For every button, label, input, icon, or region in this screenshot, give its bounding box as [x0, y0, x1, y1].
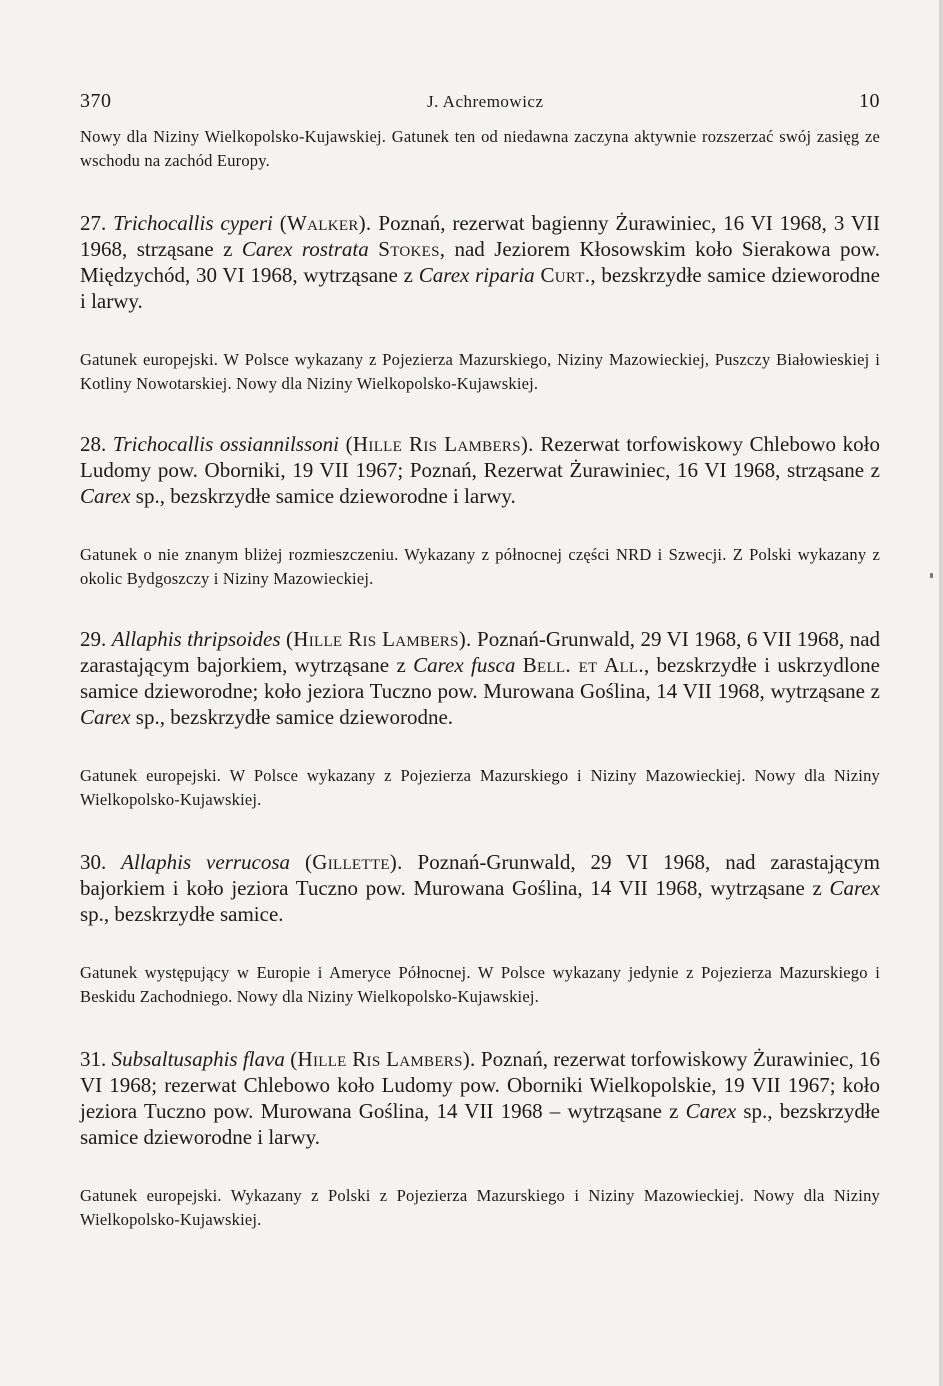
species-authority: (Gillette). [304, 850, 403, 874]
host-plant: Carex [685, 1099, 737, 1123]
distribution-note-30: Gatunek występujący w Europie i Ameryce Północnej. W Polsce wykazany jedynie z Pojezierza Mazurskiego i Beskidu Zachodniego. Nowy dla Niziny Wielkopolsko-Kujawskiej. [80, 963, 880, 1006]
species-entry-31 [80, 1046, 880, 1150]
species-entry-29 [80, 626, 880, 730]
distribution-note-29: Gatunek europejski. W Polsce wykazany z Pojezierza Mazurskiego i Niziny Mazowieckiej. Nowy dla Niziny Wielkopolsko-Kujawskiej. [80, 766, 880, 809]
entry-text: Poznań, rezerwat torfowiskowy Żurawiniec, 16 VI 1968; rezerwat Chlebowo koło Ludomy pow. Oborniki Wielkopolskie, 19 VII 1967; koło jeziora Tuczno pow. Murowana Goślina, 14 VII 1968 – wytrząsane z [80, 1047, 880, 1123]
entry-text: Poznań, rezerwat bagienny Żurawiniec, 16 VI 1968, 3 VII 1968, strząsane z [80, 211, 880, 261]
entry-text: Rezerwat torfowiskowy Chlebowo koło Ludomy pow. Oborniki, 19 VII 1967; Poznań, Rezerwat Żurawiniec, 16 VI 1968, strząsane z [80, 432, 880, 482]
entry-text: , bezskrzydłe samice dzieworodne i larwy. [80, 263, 880, 313]
entry-text: , nad Jeziorem Kłosowskim koło Sierakowa pow. Międzychód, 30 VI 1968, wytrząsane z [80, 237, 881, 287]
species-name: Trichocallis ossiannilssoni [112, 432, 339, 456]
species-authority: (Hille Ris Lambers). [290, 1047, 476, 1071]
entry-text: Poznań-Grunwald, 29 VI 1968, 6 VII 1968, nad zarastającym bajorkiem, wytrząsane z [80, 627, 881, 677]
host-plant: Carex rostrata [241, 237, 369, 261]
entry-text: sp., bezskrzydłe samice. [80, 902, 284, 926]
entry-number: 30. [80, 850, 107, 874]
species-entry-27 [80, 210, 880, 314]
distribution-note-27: Gatunek europejski. W Polsce wykazany z Pojezierza Mazurskiego, Niziny Mazowieckiej, Puszczy Białowieskiej i Kotliny Nowotarskiej. Nowy dla Niziny Wielkopolsko-Kujawskiej. [80, 350, 880, 393]
host-author: Curt. [540, 263, 591, 287]
distribution-note-28: Gatunek o nie znanym bliżej rozmieszczeniu. Wykazany z północnej części NRD i Szwecji. Z Polski wykazany z okolic Bydgoszczy i Niziny Mazowieckiej. [80, 545, 880, 588]
species-authority: (Hille Ris Lambers). [285, 627, 472, 651]
host-author: Bell. et All. [522, 653, 644, 677]
species-name: Allaphis thripsoides [111, 627, 281, 651]
host-plant: Carex [80, 484, 131, 508]
host-plant: Carex fusca [413, 653, 516, 677]
species-entry-28 [80, 431, 880, 509]
running-header [80, 90, 880, 113]
page [80, 90, 880, 1231]
intro-note: Nowy dla Niziny Wielkopolsko-Kujawskiej. Gatunek ten od niedawna zaczyna aktywnie rozszerzać swój zasięg ze wschodu na zachód Europy. [80, 127, 880, 170]
species-name: Subsaltusaphis flava [111, 1047, 285, 1071]
margin-speck [930, 573, 933, 578]
host-plant: Carex riparia [418, 263, 535, 287]
page-edge-shadow [939, 0, 943, 1386]
entry-number: 27. [80, 211, 107, 235]
volume-number: 10 [859, 90, 880, 112]
entry-number: 31. [80, 1047, 107, 1071]
entry-text: sp., bezskrzydłe samice dzieworodne. [130, 705, 454, 729]
entry-text: , bezskrzydłe i uskrzydlone samice dzieworodne; koło jeziora Tuczno pow. Murowana Goślina, 14 VII 1968, wytrząsane z [80, 653, 880, 703]
entry-text: sp., bezskrzydłe samice dzieworodne i larwy. [130, 484, 516, 508]
species-authority: (Walker). [279, 211, 372, 235]
distribution-note-31: Gatunek europejski. Wykazany z Polski z Pojezierza Mazurskiego i Niziny Mazowieckiej. Nowy dla Niziny Wielkopolsko-Kujawskiej. [80, 1186, 880, 1229]
species-name: Trichocallis cyperi [113, 211, 273, 235]
host-plant: Carex [80, 705, 131, 729]
entry-text: Poznań-Grunwald, 29 VI 1968, nad zarastającym bajorkiem i koło jeziora Tuczno pow. Murowana Goślina, 14 VII 1968, wytrząsane z [80, 850, 881, 900]
host-author: Stokes [378, 237, 440, 261]
page-number: 370 [80, 90, 112, 112]
entry-number: 28. [80, 432, 107, 456]
entry-text: sp., bezskrzydłe samice dzieworodne i larwy. [80, 1099, 880, 1149]
species-name: Allaphis verrucosa [121, 850, 291, 874]
species-authority: (Hille Ris Lambers). [345, 432, 534, 456]
species-entry-30 [80, 849, 880, 927]
host-plant: Carex [829, 876, 880, 900]
entry-number: 29. [80, 627, 107, 651]
running-author: J. Achremowicz [426, 92, 544, 111]
